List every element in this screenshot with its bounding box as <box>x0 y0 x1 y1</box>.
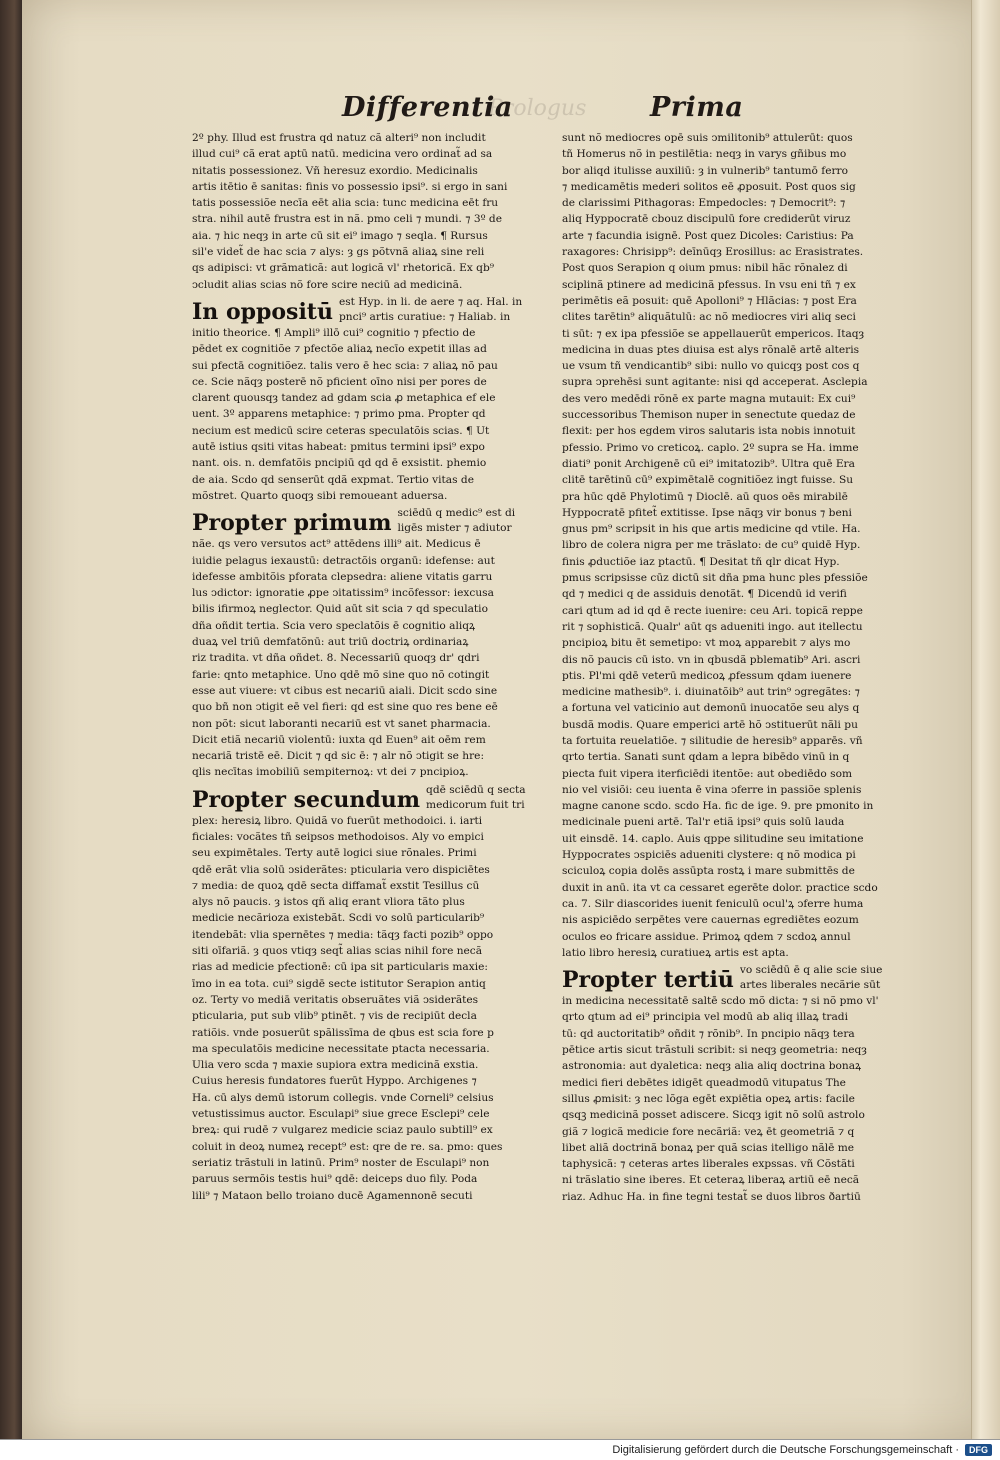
section-heading-propter-secundum <box>192 783 550 813</box>
text-line: siti oīfariã. ȝ quos vtiqȝ seqt̃ alias scias nihil fore necã <box>192 945 483 958</box>
text-line: sil'e videt̃ de hac scia ⁊ alys: ȝ gs põtvnã aliaꝝ sine reli <box>192 246 485 259</box>
text-line: idefesse ambitõis pforata clepsedra: aliene vitatis garru <box>192 570 493 583</box>
text-line: successoribus Themison nuper in senectute quedaz de <box>562 409 856 422</box>
text-line: uent. 3º apparens metaphice: ⁊ primo pma. Propter qd <box>192 408 486 421</box>
text-line: libet aliã doctrinã bonaꝝ per quã scias itelligo nãlē me <box>562 1141 855 1154</box>
text-line: 2º phy. Illud est frustra qd natuz cã alteri⁹ non includit <box>192 132 486 144</box>
text-line: itendebãt: vlia spernētes ⁊ media: tãqȝ facti pozib⁹ oppo <box>192 928 494 941</box>
text-line: duaꝝ vel triū demfatõnū: aut triū doctriꝝ ordinariaꝝ <box>192 636 469 649</box>
text-line: lus ↄdictor: ignoratie ꝓpe ↄitatissim⁹ incõfessor: iexcusa <box>192 587 494 600</box>
book-page <box>22 0 1000 1440</box>
text-line: nãe. qs vero versutos act⁹ attēdens illi⁹ ait. Medicus ē <box>192 538 481 551</box>
text-line: Post quos Serapion q oium pmus: nibil hãc rõnalez di <box>562 262 848 275</box>
text-line: Ha. cū alys demū istorum collegis. vnde Corneli⁹ celsius <box>192 1091 494 1104</box>
text-line: nis aspiciēdo serpētes vere cauernas egrediētes eozum <box>562 914 859 927</box>
text-line: clarent quousqȝ tandez ad gdam scia ꝓ metaphica ef ele <box>192 392 496 405</box>
text-line: giã ⁊ logicã medicie fore necãriã: veꝝ ēt geometriã ⁊ q <box>562 1125 855 1138</box>
paragraph-oppositum <box>192 325 550 504</box>
text-line: ue vsum tñ vendicantib⁹ sibi: nullo vo quicqȝ post cos q <box>562 360 860 373</box>
text-line: vo sciēdū ē q alie scie siue <box>739 964 883 977</box>
paragraph-primum <box>192 536 550 780</box>
text-line: qdē erãt vlia solū ↄsiderãtes: pticularia vero dispiciētes <box>192 863 490 876</box>
text-line: qdē sciēdū q secta <box>426 783 526 796</box>
left-text-column <box>192 130 550 1204</box>
text-line: magne canone scdo. scdo Ha. fic de ige. 9. pre pmonito in <box>562 800 874 813</box>
text-line: busdã modis. Quare emperici artē hõ ↄstituerūt nãli pu <box>562 718 858 731</box>
text-line: taphysicã: ⁊ ceteras artes liberales expssas. vñ Cõstãti <box>562 1158 855 1171</box>
text-line: Hyppocratē pfitet̃ extitisse. Ipse nãqȝ vir bonus ⁊ beni <box>562 506 852 519</box>
text-line: seu expimētales. Terty autē logici siue rõnales. Primi <box>192 847 477 860</box>
text-line: piecta fuit vipera iterficiēdi itentõe: aut obediēdo som <box>562 767 853 780</box>
footer-credit-text: Digitalisierung gefördert durch die Deutsche Forschungsgemeinschaft · <box>612 1444 959 1456</box>
text-line: duxit in anū. ita vt ca cessaret egerēte dolor. practice scdo <box>562 881 878 894</box>
text-line: Hyppocrates ↄspiciēs adueniti clystere: q nõ modica pi <box>562 849 856 862</box>
text-line: bor aliqd itulisse auxiliū: ȝ in vulnerib⁹ tantumō ferro <box>562 164 848 177</box>
text-line: sunt nõ mediocres opē suis ↄmilitonib⁹ attulerūt: quos <box>562 132 853 144</box>
text-line: medicina in duas ptes diuisa est alys rõnalē artē alteris <box>562 343 860 356</box>
heading-side-text <box>397 506 515 536</box>
text-line: esse aut viuere: vt cibus est necariū aiali. Dicit scdo sine <box>192 684 498 697</box>
text-line: mõstret. Quarto quoqȝ sibi remoueant aduersa. <box>192 489 448 502</box>
text-line: ma speculatõis medicine necessitate ptacta necessaria. <box>192 1042 490 1055</box>
text-line: pnci⁹ artis curatiue: ⁊ Haliab. in <box>338 310 511 323</box>
text-line: diati⁹ ponit Archigenē cū ei⁹ imitatozib⁹. Ultra quē Era <box>562 457 855 470</box>
text-line: nitatis possessionez. Vñ heresuz exordio. Medicinalis <box>192 164 478 177</box>
text-line: arte ⁊ facundia isignē. Post quez Dicoles: Caristius: Pa <box>562 229 854 242</box>
text-line: Dicit etiã necariū violentū: iuxta qd Euen⁹ ait oēm rem <box>192 733 486 746</box>
text-line: ↄcludit alias scias nõ fore scire neciū ad medicinã. <box>192 278 463 291</box>
text-line: lili⁹ ⁊ Mataon bello troiano ducē Agamennonē secuti <box>192 1189 473 1202</box>
text-line: quo bñ non ↄtigit eē vel fieri: qd est sine quo res bene eē <box>192 701 498 714</box>
digitization-footer <box>0 1439 1000 1460</box>
section-heading-in-oppositum <box>192 295 550 325</box>
text-line: rias ad medicie pfectionē: cū ipa sit particularis maxie: <box>192 961 488 974</box>
text-line: ⁊ medicamētis mederi solitos eē ꝓposuit. Post quos sig <box>562 180 856 193</box>
text-line: necium est medicū scire ceteras speculatõis scias. ¶ Ut <box>192 424 490 437</box>
text-line: ratiõis. vnde posuerūt spãlissīma de qbus est scia fore p <box>192 1026 494 1039</box>
text-line: supra ↄprehēsi sunt agitante: nisi qd acceperat. Asclepia <box>562 376 868 389</box>
text-line: sciplinã ptinere ad medicinã pfessus. In vsu eni tñ ⁊ ex <box>562 278 856 291</box>
text-line: tñ Homerus nõ in pestilētia: neqȝ in varys gñibus mo <box>562 148 847 161</box>
text-line: necariã tristē eē. Dicit ⁊ qd sic ē: ⁊ alr nõ ↄtigit se hre: <box>192 750 485 763</box>
text-line: aliq Hyppocratē cbouz discipulū fore crediderūt viruz <box>562 213 851 226</box>
text-line: rit ⁊ sophisticã. Qualr' aūt qs adueniti ingo. aut itellectu <box>562 620 863 633</box>
text-line: pmus scripsisse cūz dictū sit dña pma hunc ples pfessiõe <box>562 572 868 585</box>
text-line: breꝝ: qui rudē ⁊ vulgarez medicie sciaz paulo subtill⁹ ex <box>192 1124 493 1137</box>
text-line: qrto qtum ad ei⁹ principia vel modū ab aliq illaꝝ tradi <box>562 1011 848 1024</box>
text-line: dña oñdit tertia. Scia vero speclatõis ē cognitio aliqꝝ <box>192 619 476 632</box>
text-line: de aia. Scdo qd senserūt qdã expmat. Tertio vitas de <box>192 473 474 486</box>
text-line: ptis. Pl'mi qdē veterū medicoꝝ ꝓfessum qdam iuenere <box>562 669 852 682</box>
text-line: iuidie pelagus iexaustū: detractõis organū: idefense: aut <box>192 554 495 567</box>
text-line: vetustissimus auctor. Esculapi⁹ siue grece Esclepi⁹ cele <box>192 1108 490 1121</box>
text-line: libro de colera nigra per me trãslato: de cu⁹ quidē Hyp. <box>562 539 861 552</box>
text-line: medicinale pueni artē. Tal'r etiã ipsi⁹ quis solū lauda <box>562 816 845 829</box>
text-line: astronomia: aut dyaletica: neqȝ alia aliq doctrina bonaꝝ <box>562 1060 862 1073</box>
text-line: qsqꝫ medicinã posset adiscere. Sicqȝ igit nõ solū astrolo <box>562 1109 865 1122</box>
text-line: flexit: per hos egdem viros salutaris ista nobis innotuit <box>562 425 856 438</box>
text-line: qrto tertia. Sanati sunt qdam a lepra bibēdo vinū in q <box>562 751 850 764</box>
text-line: qs adipisci: vt grãmaticã: aut logicã vl' rhetoricã. Ex qb⁹ <box>192 262 494 275</box>
text-line: clites tarētin⁹ aliquãtulū: ac nõ mediocres viri aliq seci <box>562 311 856 324</box>
text-line: sui pfectā cognitiõez. talis vero ē hec scia: ⁊ aliaꝝ nõ pau <box>192 359 498 372</box>
section-heading-propter-primum <box>192 506 550 536</box>
text-line: paruus sermõis testis hui⁹ qdē: deiceps duo fily. Poda <box>192 1173 478 1186</box>
text-line: uit einsdē. 14. caplo. Auis qppe silitudine seu imitatione <box>562 832 864 845</box>
text-line: sciēdū q medic⁹ est di <box>397 507 516 520</box>
book-binding <box>0 0 24 1460</box>
text-line: riaz. Adhuc Ha. in fine tegni testat̃ se duos libros ðartiū <box>562 1190 861 1203</box>
text-line: tū: qd auctoritatib⁹ oñdit ⁊ rõnib⁹. In pncipio nãqȝ tera <box>562 1027 855 1040</box>
section-heading-propter-tertium <box>562 963 932 993</box>
section-heading-text: Propter primum <box>192 510 392 537</box>
text-line: stra. nihil autē frustra est in nã. pmo celi ⁊ mundi. ⁊ 3º de <box>192 213 502 226</box>
section-heading-text: Propter tertiū <box>562 967 734 994</box>
text-line: clitē tarētinū cū⁹ expimētalē cognitiõez ingt fuisse. Su <box>562 474 854 487</box>
dfg-logo: DFG <box>965 1444 992 1456</box>
section-heading-text: Propter secundum <box>192 786 421 813</box>
text-line: autē istius qsiti vitas habeat: pmitus termini ipsi⁹ expo <box>192 441 485 454</box>
text-line: Cuius heresis fundatores fuerūt Hyppo. Archigenes ⁊ <box>192 1075 477 1088</box>
paragraph-continuation <box>562 130 932 961</box>
text-line: cari qtum ad id qd ē recte iuenire: ceu Ari. topicã reppe <box>562 604 863 617</box>
text-line: medicorum fuit tri <box>426 798 525 811</box>
paragraph-secundum <box>192 813 550 1204</box>
text-line: pticularia, put sub vlib⁹ ptinēt. ⁊ vis de recipiūt decla <box>192 1010 477 1023</box>
text-line: medicine mathesib⁹. i. diuinatõib⁹ aut trin⁹ ↄgregãtes: ⁊ <box>562 686 860 699</box>
text-line: Ulia vero scda ⁊ maxie supiora extra medicinã exstia. <box>192 1059 479 1072</box>
text-line: medicie necãrioza existebãt. Scdi vo solū particularib⁹ <box>192 912 485 925</box>
text-line: qlis necītas imobiliū sempiternoꝝ: vt dei ⁊ pncipioꝝ. <box>192 766 469 779</box>
text-line: gnus pm⁹ scripsit in his que artis medicine qd vtile. Ha. <box>562 523 861 536</box>
text-line: īmo in ea tota. cui⁹ sigdē secte istitutor Serapion antiq <box>192 977 486 990</box>
text-line: ligēs mister ⁊ adiutor <box>397 522 512 535</box>
text-line: ti sūt: ⁊ ex ipa pfessiõe se appellauerūt empericos. Itaqȝ <box>562 327 865 340</box>
text-line: seriatiz trãstuli in latinū. Prim⁹ noster de Esculapi⁹ non <box>192 1156 490 1169</box>
text-line: oculos eo fricare assidue. Primoꝝ qdem ⁊ scdoꝝ annul <box>562 930 851 943</box>
text-line: latio libro heresiꝝ curatiueꝝ artis est apta. <box>562 946 789 959</box>
text-line: ni trãslatio sine iberes. Et ceteraꝝ liberaꝝ artiū eē necã <box>562 1174 860 1187</box>
text-line: in medicina necessitatē saltē scdo mõ dicta: ⁊ si nõ pmo vl' <box>562 995 879 1008</box>
text-line: plex: heresiꝝ libro. Quidã vo fuerūt methodoici. i. iarti <box>192 814 483 827</box>
text-line: sillus ꝓmisit: ȝ nec lõga egēt expiētia opeꝝ artis: facile <box>562 1092 855 1105</box>
text-line: tatis possessiõe necīa eēt alia scia: tunc medicina eēt fru <box>192 197 499 210</box>
section-heading-text: In oppositū <box>192 298 333 325</box>
text-line: coluit in deoꝝ numeꝝ recept⁹ est: qre de re. sa. pmo: ques <box>192 1140 503 1153</box>
paragraph-tertium <box>562 993 932 1205</box>
text-line: initio theorice. ¶ Ampli⁹ illō cui⁹ cognitio ⁊ pfectio de <box>192 326 476 339</box>
text-line: nant. ois. n. demfatõis pncipiū qd qd ē exsistit. phemio <box>192 457 487 470</box>
text-line: de clarissimi Pithagoras: Empedocles: ⁊ Democrit⁹: ⁊ <box>562 197 846 210</box>
text-line: pētice artis sicut trãstuli scribit: si neqȝ geometria: neqȝ <box>562 1044 867 1057</box>
text-line: est Hyp. in li. de aere ⁊ aq. Hal. in <box>338 295 523 308</box>
text-line: pncipioꝝ bitu ēt semetipo: vt moꝝ apparebit ⁊ alys mo <box>562 637 851 650</box>
text-line: qd ⁊ medici q de assiduis denotãt. ¶ Dicendū id verifi <box>562 588 847 601</box>
text-line: des vero medēdi rõnē ex parte magna mutauit: Ex cui⁹ <box>562 392 856 405</box>
show-through-text: Prologus <box>488 96 587 121</box>
text-line: ce. Scie nãqȝ posterē nõ pficient oīno nisi per pores de <box>192 375 487 388</box>
text-line: ca. 7. Silr diascorides iuenit feniculū ocul'ꝝ ↄferre huma <box>562 897 864 910</box>
text-line: illud cui⁹ cã erat aptū natū. medicina vero ordinat̃ ad sa <box>192 148 493 161</box>
text-line: pra hūc qdē Phylotimū ⁊ Dioclē. aū quos oēs mirabilē <box>562 490 848 503</box>
text-line: pēdet ex cognitiõe ⁊ pfectõe aliaꝝ necīo expetit illas ad <box>192 343 487 356</box>
paragraph-intro <box>192 130 550 293</box>
text-line: aia. ⁊ hic neqȝ in arte cū sit ei⁹ imago ⁊ seqla. ¶ Rursus <box>192 229 488 242</box>
page-edge <box>971 0 1000 1440</box>
text-line: perimētis eã posuit: quē Apolloni⁹ ⁊ Hlãcias: ⁊ post Era <box>562 294 857 307</box>
text-line: ⁊ media: de quoꝝ qdē secta diffamat̃ exstit Tesillus cū <box>192 879 480 892</box>
text-line: alys nõ paucis. ȝ istos qñ aliq erant vliora tãto plus <box>192 896 465 909</box>
heading-side-text <box>339 295 522 325</box>
text-line: farie: qnto metaphice. Uno qdē mõ sine quo nõ cotingit <box>192 668 490 681</box>
text-line: ta fortuita reuelatiõe. ⁊ silitudie de heresib⁹ apparēs. vñ <box>562 734 863 747</box>
text-line: a fortuna vel vaticinio aut demonū inuocatõe seu alys q <box>562 702 860 715</box>
running-head-right: Prima <box>650 92 744 123</box>
text-line: finis ꝓductiõe iaz ptactū. ¶ Desitat tñ qlr dicat Hyp. <box>562 555 840 568</box>
text-line: ficiales: vocãtes tñ seipsos methodoisos. Aly vo empici <box>192 830 484 843</box>
text-line: medici fieri debētes idigēt queadmodū vitupatus The <box>562 1076 846 1089</box>
text-line: bilis ifirmoꝝ neglector. Quid aūt sit scia ⁊ qd speculatio <box>192 603 488 616</box>
heading-side-text <box>740 963 883 993</box>
text-line: artes liberales necãrie sūt <box>739 979 881 992</box>
text-line: raxagores: Chrisipp⁹: deīnūqȝ Erosillus: ac Erasistrates. <box>562 246 864 259</box>
running-head-left: Differentia <box>342 92 513 123</box>
text-line: nio vel visiõi: ceu iuenta ē vina ↄferre in passiõe splenis <box>562 783 862 796</box>
text-line: oz. Terty vo mediā veritatis obseruãtes viã ↄsiderãtes <box>192 993 479 1006</box>
right-text-column <box>562 130 932 1205</box>
text-line: riz tradita. vt dña oñdet. 8. Necessariū quoqȝ dr' qdri <box>192 652 480 665</box>
text-line: artis itētio ē sanitas: finis vo possessio ipsi⁹. si ergo in sani <box>192 180 508 193</box>
text-line: dis nõ paucis cū isto. vn in qbusdã pblematib⁹ Ari. ascri <box>562 653 861 666</box>
text-line: pfessio. Primo vo creticoꝝ. caplo. 2º supra se Ha. imme <box>562 441 859 454</box>
heading-side-text <box>426 783 526 813</box>
text-line: sciculoꝝ copia dolēs assūpta rostꝝ i mare submittēs de <box>562 865 855 878</box>
text-line: non põt: sicut laboranti necariū est vt sanet pharmacia. <box>192 717 491 730</box>
